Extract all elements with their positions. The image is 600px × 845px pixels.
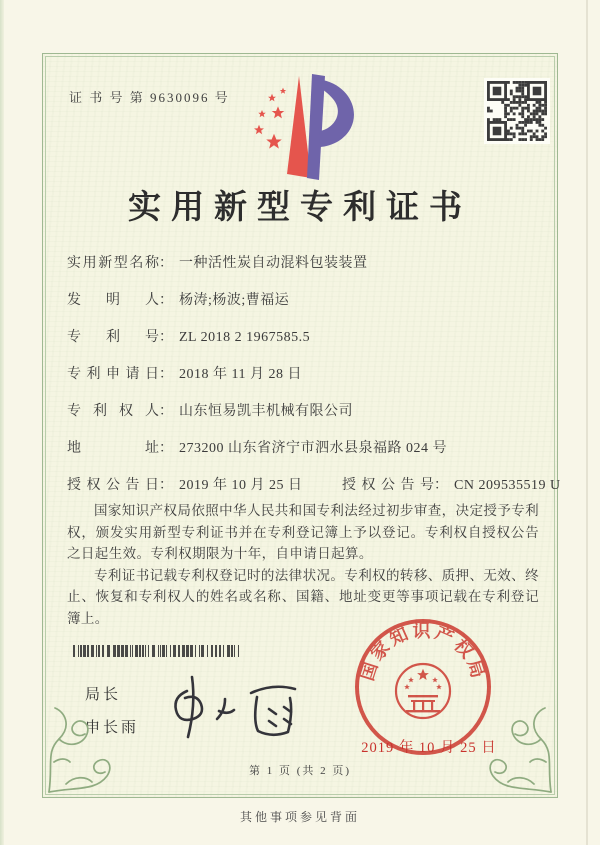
- scan-page-edge-left: [0, 0, 4, 845]
- cnipa-logo-icon: [249, 68, 371, 188]
- field-value: 杨涛;杨波;曹福运: [179, 293, 290, 308]
- field-label: 专利权人: [67, 404, 159, 419]
- field-label: 授权公告号: [342, 478, 434, 493]
- legal-paragraph-2: 专利证书记载专利权登记时的法律状况。专利权的转移、质押、无效、终止、恢复和专利权人的姓名或名称、国籍、地址变更等事项记载在专利登记簿上。: [67, 567, 539, 626]
- field-label: 地址: [67, 441, 159, 456]
- field-address: 地址： 273200 山东省济宁市泗水县泉福路 024 号: [67, 437, 539, 460]
- fields-block: [67, 252, 561, 511]
- seal-date: 2019 年 10 月 25 日: [361, 740, 497, 756]
- field-patentee: 专利权人： 山东恒易凯丰机械有限公司: [67, 400, 539, 423]
- corner-ornament-icon: [44, 692, 132, 796]
- seal-ring-text: 国家知识产权局: [356, 621, 490, 684]
- reverse-side-note: 其他事项参见背面: [239, 810, 360, 824]
- legal-paragraph-1: 国家知识产权局依照中华人民共和国专利法经过初步审查，决定授予专利权，颁发实用新型专利证书并在专利登记簿上予以登记。专利权自授权公告之日起生效。专利权期限为十年，自申请日起算。: [67, 503, 539, 561]
- field-value: ZL 2018 2 1967585.5: [179, 330, 311, 345]
- field-label: 专利申请日: [67, 367, 159, 382]
- certificate-number: 证 书 号 第 9630096 号: [69, 90, 230, 105]
- page-number: 第 1 页 (共 2 页): [248, 765, 352, 777]
- corner-ornament-icon: [468, 692, 556, 796]
- certificate-frame: [42, 53, 561, 798]
- director-name: 申长雨: [85, 720, 140, 736]
- field-patent-number: 专利号： ZL 2018 2 1967585.5: [67, 326, 539, 349]
- director-title: 局长: [85, 687, 122, 703]
- director-signature: [159, 669, 319, 749]
- grant-number-value: CN 209535519 U: [454, 478, 561, 493]
- scan-page-edge-right: [586, 0, 588, 845]
- legal-text-block: [67, 500, 539, 629]
- field-value: 273200 山东省济宁市泗水县泉福路 024 号: [179, 441, 447, 456]
- grant-date-value: 2019 年 10 月 25 日: [179, 478, 303, 493]
- certificate-title: 实用新型专利证书: [128, 190, 472, 226]
- field-value: 2018 年 11 月 28 日: [179, 367, 302, 382]
- field-value: 一种活性炭自动混料包装装置: [179, 256, 368, 271]
- field-label: 实用新型名称: [67, 256, 159, 271]
- field-label: 授权公告日: [67, 478, 159, 493]
- field-label: 专利号: [67, 330, 159, 345]
- barcode: [73, 645, 239, 657]
- qr-code: [484, 78, 550, 144]
- field-utility-model-name: 实用新型名称： 一种活性炭自动混料包装装置: [67, 252, 539, 275]
- field-grant-row: 授权公告日： 2019 年 10 月 25 日 授权公告号： CN 209535519 U: [67, 474, 539, 497]
- field-application-date: 专利申请日： 2018 年 11 月 28 日: [67, 363, 539, 386]
- field-value: 山东恒易凯丰机械有限公司: [179, 404, 353, 419]
- field-grant-number: 授权公告号： CN 209535519 U: [342, 478, 561, 493]
- field-inventors: 发明人： 杨涛;杨波;曹福运: [67, 289, 539, 312]
- field-label: 发明人: [67, 293, 159, 308]
